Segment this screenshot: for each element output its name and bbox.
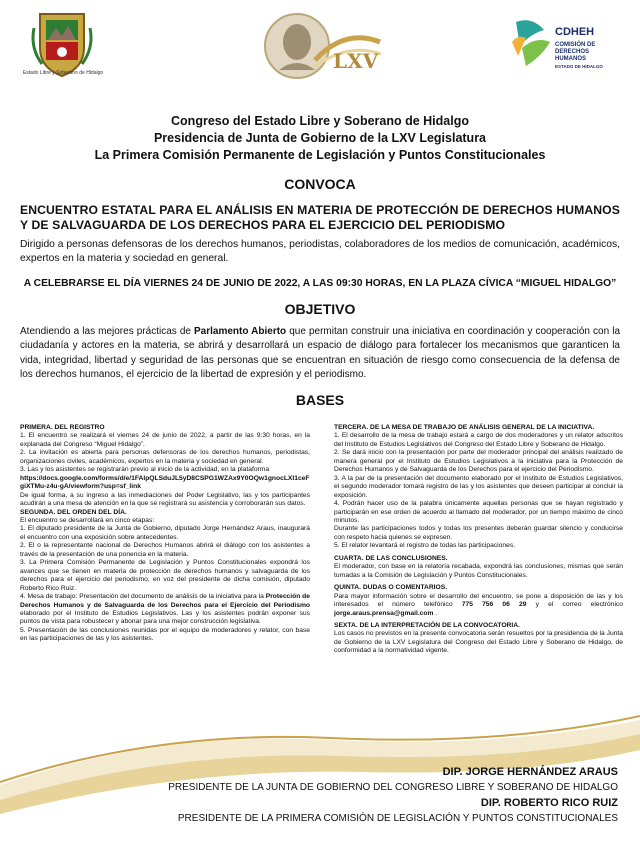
objetivo-text-bold: Parlamento Abierto: [194, 326, 287, 337]
base-paragraph: 3. Las y los asistentes se registrarán previo al inicio de la actividad, en la plataforma: [20, 466, 270, 474]
base-paragraph: [20, 593, 310, 627]
bases-left-column: [20, 424, 310, 644]
base-paragraph: 3. A la par de la presentación del documento elaborado por el Instituto de Estudios Legislativos, el segundo moderador tomará registro de las y los asistentes que deseen participar al concluir la exposición.: [334, 474, 623, 499]
base-cuarta-title: CUARTA. DE LAS CONCLUSIONES.: [334, 554, 448, 562]
base-paragraph: 3. La Primera Comisión Permanente de Legislación y Puntos Constitucionales expondrá los avances que se tienen en materia de protección de derechos humanos y salvaguarda de los derechos para el ejercicio del periodismo, en voz del presidente de dicha comisión, diputado Roberto Rico Ruiz.: [20, 559, 310, 592]
base-paragraph: 2. Se dará inicio con la presentación por parte del moderador principal del análisis realizado de manera general por el Instituto de Estudios Legislativos a la iniciativa para la Protección de Derechos Humanos y de Salvaguarda de los Derechos para el ejercicio del Periodismo.: [334, 449, 623, 474]
audience-paragraph: Dirigido a personas defensoras de los derechos humanos, periodistas, colaboradores de los medios de comunicación, académicos, expertos en la materia y sociedad en general.: [20, 239, 620, 264]
cdheh-sub-line: HUMANOS: [555, 56, 586, 62]
base-segunda-title: SEGUNDA. DEL ORDEN DEL DÍA.: [20, 508, 127, 516]
contact-email[interactable]: jorge.araus.prensa@gmail.com: [334, 609, 434, 617]
cdheh-title: CDHEH: [555, 26, 595, 38]
signatory-1-role: PRESIDENTE DE LA JUNTA DE GOBIERNO DEL CONGRESO LIBRE Y SOBERANO DE HIDALGO: [168, 782, 618, 793]
base-primera-title: PRIMERA. DEL REGISTRO: [20, 424, 105, 431]
cdheh-sub-line: COMISIÓN DE: [555, 42, 596, 48]
objetivo-text-post: que permitan construir una iniciativa en coordinación y cooperación con la ciudadanía y actores en la materia, se abrirá y desarrollará un espacio de diálogo para fortalecer los mecanismos que garanticen la vida, integridad, libertad y seguridad de las personas que se encuentran en situación de riesgo como consecuencia de la defensa de los derechos humanos, el ejercicio de la libertad de expresión y el periodismo.: [20, 326, 621, 381]
lxv-logo-text: LXV: [333, 49, 379, 73]
signatory-2-name: DIP. ROBERTO RICO RUIZ: [480, 797, 618, 809]
header-line-congress: Congreso del Estado Libre y Soberano de Hidalgo: [171, 114, 469, 128]
coat-of-arms-caption: Estado Libre y Soberano de Hidalgo: [22, 70, 104, 76]
base-paragraph: [334, 593, 623, 618]
base-paragraph: Los casos no previstos en la presente convocatoria serán resueltos por la presidencia de la Junta de Gobierno de la LXV Legislatura del Congreso del Estado Libre y Soberano de Hidalgo, de conformidad a la normatividad vigente.: [334, 630, 623, 655]
event-date-location: A CELEBRARSE EL DÍA VIERNES 24 DE JUNIO DE 2022, A LAS 09:30 HORAS, EN LA PLAZA CÍVICA “MIGUEL HIDALGO”: [23, 278, 617, 289]
base-paragraph: 2. La invitación es abierta para personas defensoras de los derechos humanos, periodistas, organizaciones civiles, académicos, expertos en la materia y sociedad en general.: [20, 449, 310, 465]
signatory-1-name: DIP. JORGE HERNÁNDEZ ARAUS: [442, 766, 618, 778]
base-paragraph: De igual forma, a su ingreso a las inmediaciones del Poder Legislativo, las y los participantes acudirán a una mesa de atención en la que se registrará su asistencia y corroborarán sus datos.: [20, 491, 310, 508]
event-title: ENCUENTRO ESTATAL PARA EL ANÁLISIS EN MATERIA DE PROTECCIÓN DE DERECHOS HUMANOS Y DE SALVAGUARDA DE LOS DERECHOS PARA EL EJERCICIO DEL PERIODISMO: [20, 203, 620, 232]
base-text-post: .: [433, 609, 438, 617]
base-tercera-title: TERCERA. DE LA MESA DE TRABAJO DE ANÁLISIS GENERAL DE LA INICIATIVA.: [334, 424, 595, 431]
base-text-mid: y el correo electrónico: [526, 601, 623, 609]
registration-form-link[interactable]: https://docs.google.com/forms/d/e/1FAIpQLSduJL5yD8CSPG1WZAx9Y0OQw1gnocLXI1ceFgiXTMu-z4u-gA/viewform?usp=sf_link: [20, 474, 310, 491]
signatory-2-role: PRESIDENTE DE LA PRIMERA COMISIÓN DE LEGISLACIÓN Y PUNTOS CONSTITUCIONALES: [177, 813, 618, 824]
objetivo-paragraph: [20, 325, 620, 383]
base-paragraph: 5. Presentación de las conclusiones reunidas por el equipo de moderadores y relator, con base en las participaciones de las y los asistentes.: [20, 626, 310, 643]
base-paragraph: 5. El relator levantará el registro de todas las participaciones.: [334, 542, 516, 550]
base-paragraph: El encuentro se desarrollará en cinco etapas:: [20, 516, 155, 524]
base-sexta-title: SEXTA. DE LA INTERPRETACIÓN DE LA CONVOCATORIA.: [334, 621, 520, 629]
convoca-heading: CONVOCA: [284, 176, 356, 192]
base-paragraph: Durante las participaciones todos y todas los presentes deberán guardar silencio y conducirse con respeto hacia quienes se expresen.: [334, 525, 623, 541]
bases-heading: BASES: [295, 392, 345, 408]
base-text-post: elaborado por el Instituto de Estudios Legislativos. Las y los asistentes podrán exponer sus puntos de vista para robustecer y abonar para una mejor construcción legislativa.: [20, 609, 310, 626]
contact-phone[interactable]: 775 756 06 29: [461, 601, 527, 609]
base-text-bold: Protección de Derechos Humanos y de Salvaguarda de los Derechos para el Ejercicio del Periodismo: [20, 593, 310, 609]
base-paragraph: 2. El o la representante nacional de Derechos Humanos abrirá el diálogo con los asistentes a través de la presentación de una ponencia en la materia.: [20, 542, 310, 558]
cdheh-sub-line: DERECHOS: [555, 49, 590, 55]
lxv-legislature-logo-icon: [255, 8, 385, 86]
base-quinta-title: QUINTA. DUDAS O COMENTARIOS.: [334, 584, 448, 592]
base-paragraph: 1. El diputado presidente de la Junta de Gobierno, diputado Jorge Hernández Araus, inaugurará el encuentro con una exposición sobre antecedentes.: [20, 525, 310, 541]
bases-right-column: [334, 424, 623, 656]
base-paragraph: 1. El desarrollo de la mesa de trabajo estará a cargo de dos moderadores y un relator adscritos del Instituto de Estudios Legislativos del Congreso del Estado Libre y Soberano de Hidalgo.: [334, 432, 623, 448]
header-line-presidency: Presidencia de Junta de Gobierno de la LXV Legislatura: [153, 131, 487, 145]
objetivo-heading: OBJETIVO: [284, 301, 356, 317]
header-line-commission: La Primera Comisión Permanente de Legislación y Puntos Constitucionales: [94, 148, 546, 162]
cdheh-sub-line: ESTADO DE HIDALGO: [555, 64, 603, 69]
objetivo-text-pre: Atendiendo a las mejores prácticas de: [20, 326, 195, 337]
base-paragraph: 1. El encuentro se realizará el viernes 24 de junio de 2022, a partir de las 9:30 horas, en la explanada del Congreso “Miguel Hidalgo”.: [20, 432, 310, 448]
base-paragraph: El moderador, con base en la relatoría recabada, expondrá las conclusiones, mismas que serán turnadas a la Comisión de Legislación y Puntos Constitucionales.: [334, 563, 623, 579]
base-text-pre: Para mayor información sobre el desarrollo del encuentro, se pone a disposición de las y los interesados el número telefónico: [334, 592, 623, 609]
base-paragraph: 4. Podrán hacer uso de la palabra únicamente aquellas personas que se hayan registrado y participarán en ese orden de acuerdo al llamado del moderador, por un tiempo máximo de cinco minutos.: [334, 500, 623, 524]
base-text-pre: 4. Mesa de trabajo: Presentación del documento de análisis de la iniciativa para la: [20, 593, 266, 601]
cdheh-subtitle: [555, 42, 603, 70]
